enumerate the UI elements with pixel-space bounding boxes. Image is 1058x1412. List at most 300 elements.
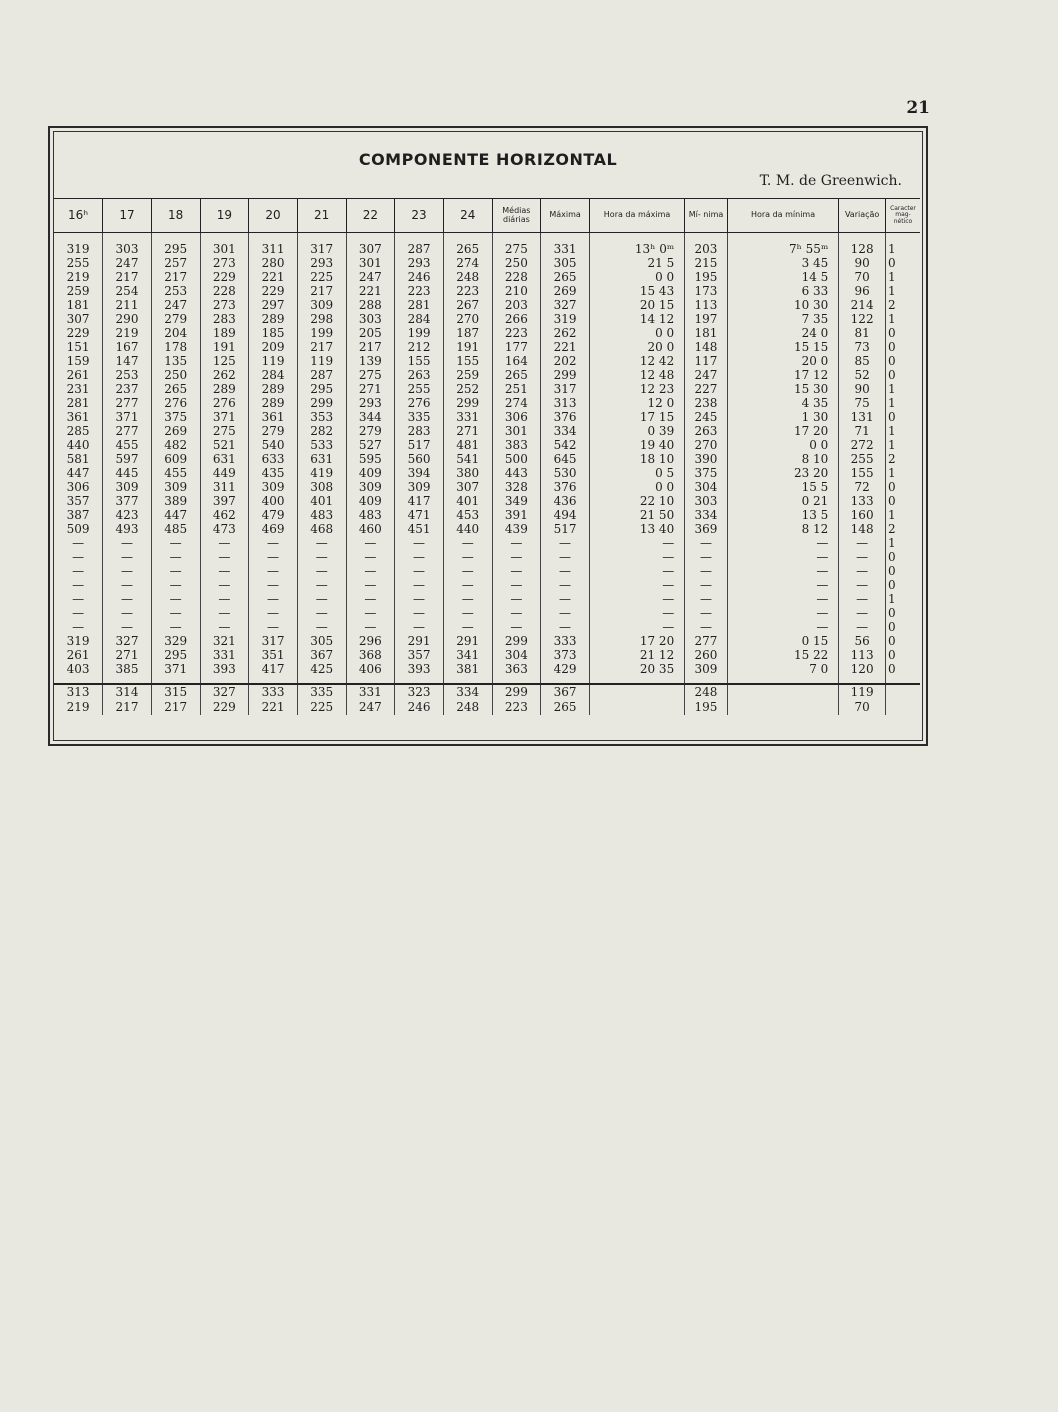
table-cell: 4 35 <box>727 396 839 410</box>
table-cell: — <box>492 536 541 550</box>
table-cell: 279 <box>346 424 395 438</box>
table-cell: 160 <box>839 508 886 522</box>
col-header-maximum: Máxima <box>541 199 590 233</box>
table-cell: 1 <box>885 424 920 438</box>
table-cell: 482 <box>151 438 200 452</box>
table-cell: 394 <box>395 466 444 480</box>
table-cell: 164 <box>492 354 541 368</box>
table-cell: 319 <box>66 634 90 648</box>
table-cell: 327 <box>103 634 152 648</box>
table-cell: 301 <box>200 242 249 256</box>
table-cell: 425 <box>297 662 346 676</box>
table-cell: 211 <box>103 298 152 312</box>
table-cell: 597 <box>103 452 152 466</box>
table-cell: 14 12 <box>589 312 684 326</box>
table-cell: 0 <box>885 606 920 620</box>
table-cell: — <box>492 606 541 620</box>
table-cell: 0 <box>885 410 920 424</box>
table-cell: 483 <box>346 508 395 522</box>
table-cell: 20 15 <box>589 298 684 312</box>
table-cell: 15 15 <box>727 340 839 354</box>
table-cell: — <box>103 550 152 564</box>
table-cell: — <box>72 578 85 592</box>
table-cell: 223 <box>492 326 541 340</box>
table-cell: 440 <box>66 438 90 452</box>
table-cell: 271 <box>103 648 152 662</box>
table-cell: — <box>151 564 200 578</box>
table-cell: 267 <box>443 298 492 312</box>
table-cell: 0 <box>885 648 920 662</box>
table-cell: 390 <box>685 452 728 466</box>
table-cell: 217 <box>103 700 152 715</box>
table-cell: — <box>395 550 444 564</box>
table-cell: 8 10 <box>727 452 839 466</box>
table-cell: — <box>541 564 590 578</box>
table-cell: — <box>151 536 200 550</box>
table-cell: — <box>346 536 395 550</box>
table-cell: 189 <box>200 326 249 340</box>
table-cell: 259 <box>443 368 492 382</box>
table-cell: 279 <box>249 424 298 438</box>
spacer-cell <box>492 233 541 243</box>
table-cell: 7ʰ 55ᵐ <box>727 242 839 256</box>
table-cell: — <box>103 620 152 634</box>
table-cell: 247 <box>346 270 395 284</box>
table-cell: 10 30 <box>727 298 839 312</box>
table-cell: 7 35 <box>727 312 839 326</box>
table-cell: 296 <box>346 634 395 648</box>
table-cell: 284 <box>249 368 298 382</box>
table-cell: 1 <box>885 270 920 284</box>
table-cell: 449 <box>200 466 249 480</box>
table-cell: 117 <box>685 354 728 368</box>
spacer-cell <box>103 233 152 243</box>
table-cell: 247 <box>151 298 200 312</box>
table-cell: 509 <box>66 522 90 536</box>
table-cell: — <box>443 592 492 606</box>
table-cell: — <box>541 592 590 606</box>
table-cell: 275 <box>200 424 249 438</box>
table-cell: 281 <box>395 298 444 312</box>
table-cell: 368 <box>346 648 395 662</box>
table-cell: 323 <box>395 684 444 700</box>
table-cell: — <box>346 550 395 564</box>
table-cell: — <box>72 592 85 606</box>
spacer-cell <box>54 676 103 684</box>
spacer-cell <box>346 676 395 684</box>
table-row <box>54 270 920 284</box>
table-cell: 120 <box>839 662 886 676</box>
table-cell <box>727 700 839 715</box>
table-cell: 203 <box>492 298 541 312</box>
table-cell: 265 <box>492 368 541 382</box>
table-cell: 2 <box>885 452 920 466</box>
table-cell: 262 <box>200 368 249 382</box>
table-cell: 173 <box>685 284 728 298</box>
table-cell: — <box>443 620 492 634</box>
table-row <box>54 494 920 508</box>
table-cell: 0 <box>885 340 920 354</box>
table-row <box>54 424 920 438</box>
table-cell: 289 <box>200 382 249 396</box>
table-cell: 298 <box>297 312 346 326</box>
table-row <box>54 382 920 396</box>
table-cell: 297 <box>249 298 298 312</box>
table-cell: 417 <box>395 494 444 508</box>
table-cell: 0 0 <box>589 326 684 340</box>
table-cell: 248 <box>443 700 492 715</box>
table-cell: 254 <box>103 284 152 298</box>
table-row <box>54 326 920 340</box>
table-cell: 371 <box>103 410 152 424</box>
table-cell: 181 <box>685 326 728 340</box>
table-cell: 248 <box>685 684 728 700</box>
table-cell: 139 <box>346 354 395 368</box>
table-cell: 20 35 <box>589 662 684 676</box>
table-cell: 14 5 <box>727 270 839 284</box>
table-cell: 265 <box>541 270 590 284</box>
spacer-cell <box>541 676 590 684</box>
table-cell: 375 <box>151 410 200 424</box>
table-cell: 335 <box>395 410 444 424</box>
table-cell: 17 20 <box>589 634 684 648</box>
table-cell: 393 <box>200 662 249 676</box>
table-cell: 321 <box>200 634 249 648</box>
table-cell: 81 <box>839 326 886 340</box>
table-cell: 371 <box>151 662 200 676</box>
table-cell: 177 <box>492 340 541 354</box>
table-cell: 23 20 <box>727 466 839 480</box>
table-cell: 517 <box>541 522 590 536</box>
spacer-row <box>54 233 920 243</box>
table-cell: 631 <box>200 452 249 466</box>
table-cell: 248 <box>443 270 492 284</box>
table-cell: 309 <box>395 480 444 494</box>
table-cell: — <box>72 536 85 550</box>
spacer-cell <box>151 676 200 684</box>
table-row <box>54 438 920 452</box>
table-cell: 119 <box>839 684 886 700</box>
table-cell: 281 <box>66 396 90 410</box>
table-cell: 90 <box>839 256 886 270</box>
table-cell: — <box>589 620 684 634</box>
table-cell: — <box>685 550 728 564</box>
table-title: COMPONENTE HORIZONTAL <box>358 150 618 169</box>
table-cell: 17 20 <box>727 424 839 438</box>
table-cell: 473 <box>200 522 249 536</box>
table-cell: — <box>492 620 541 634</box>
table-subtitle: T. M. de Greenwich. <box>759 173 902 189</box>
table-cell: 203 <box>685 242 728 256</box>
spacer-cell <box>589 676 684 684</box>
table-cell: 361 <box>66 410 90 424</box>
table-cell: 393 <box>395 662 444 676</box>
table-cell: 199 <box>297 326 346 340</box>
table-row <box>54 354 920 368</box>
table-cell: 221 <box>541 340 590 354</box>
table-cell: 283 <box>395 424 444 438</box>
table-cell: 283 <box>200 312 249 326</box>
table-cell: — <box>72 550 85 564</box>
table-body <box>54 233 920 716</box>
table-cell: 250 <box>492 256 541 270</box>
table-cell: 403 <box>66 662 90 676</box>
table-cell: 308 <box>297 480 346 494</box>
table-cell: 128 <box>839 242 886 256</box>
table-cell: 85 <box>839 354 886 368</box>
table-cell: 0 21 <box>727 494 839 508</box>
table-cell: 485 <box>151 522 200 536</box>
table-cell: 401 <box>297 494 346 508</box>
table-cell: — <box>346 564 395 578</box>
table-cell: 1 <box>885 438 920 452</box>
table-cell: 72 <box>839 480 886 494</box>
table-cell: 303 <box>685 494 728 508</box>
table-cell: — <box>151 620 200 634</box>
table-cell: 261 <box>66 648 90 662</box>
table-cell: 122 <box>839 312 886 326</box>
table-cell: 131 <box>839 410 886 424</box>
table-cell: — <box>103 536 152 550</box>
table-cell: 12 48 <box>589 368 684 382</box>
col-header: 20 <box>249 199 298 233</box>
table-cell: — <box>346 620 395 634</box>
table-cell: 401 <box>443 494 492 508</box>
table-cell: 1 <box>885 466 920 480</box>
table-cell: 334 <box>685 508 728 522</box>
col-header: 24 <box>443 199 492 233</box>
table-cell: 255 <box>395 382 444 396</box>
table-cell: — <box>443 550 492 564</box>
spacer-cell <box>200 676 249 684</box>
table-cell: 282 <box>297 424 346 438</box>
table-cell: — <box>839 592 886 606</box>
table-cell: 279 <box>151 312 200 326</box>
table-cell: — <box>103 606 152 620</box>
table-cell: 70 <box>839 700 886 715</box>
table-cell: 0 <box>885 354 920 368</box>
table-cell: 274 <box>492 396 541 410</box>
table-cell: 521 <box>200 438 249 452</box>
table-cell: 299 <box>297 396 346 410</box>
table-cell: 371 <box>200 410 249 424</box>
table-cell: — <box>249 578 298 592</box>
table-cell: 1 <box>885 508 920 522</box>
table-cell: 373 <box>541 648 590 662</box>
table-cell: 2 <box>885 298 920 312</box>
table-cell: 293 <box>346 396 395 410</box>
table-cell: 349 <box>492 494 541 508</box>
table-cell: 331 <box>443 410 492 424</box>
table-cell: 277 <box>685 634 728 648</box>
table-cell: 245 <box>685 410 728 424</box>
table-cell: 0 <box>885 634 920 648</box>
table-cell: 217 <box>151 270 200 284</box>
table-cell: 429 <box>541 662 590 676</box>
table-cell: 391 <box>492 508 541 522</box>
table-cell: 439 <box>492 522 541 536</box>
col-header: 23 <box>395 199 444 233</box>
table-cell: 0 5 <box>589 466 684 480</box>
table-cell: 419 <box>297 466 346 480</box>
table-cell: 223 <box>395 284 444 298</box>
table-cell: 436 <box>541 494 590 508</box>
table-cell: 469 <box>249 522 298 536</box>
table-cell: — <box>297 578 346 592</box>
table-cell: — <box>395 606 444 620</box>
table-cell: 0 <box>885 326 920 340</box>
table-cell: — <box>249 606 298 620</box>
table-cell: 229 <box>66 326 90 340</box>
table-cell: 295 <box>297 382 346 396</box>
table-cell: 385 <box>103 662 152 676</box>
table-cell: 440 <box>443 522 492 536</box>
table-cell: — <box>346 578 395 592</box>
table-cell: — <box>249 564 298 578</box>
table-cell: 265 <box>151 382 200 396</box>
table-cell: 468 <box>297 522 346 536</box>
table-row <box>54 466 920 480</box>
table-cell: 8 12 <box>727 522 839 536</box>
col-header: 17 <box>103 199 152 233</box>
spacer-cell <box>727 233 839 243</box>
table-cell: 246 <box>395 700 444 715</box>
table-cell: 0 15 <box>727 634 839 648</box>
table-cell: 284 <box>395 312 444 326</box>
table-cell: — <box>249 536 298 550</box>
table-cell: — <box>685 536 728 550</box>
table-cell: 17 15 <box>589 410 684 424</box>
table-cell: 155 <box>443 354 492 368</box>
table-cell: 435 <box>249 466 298 480</box>
table-cell: 90 <box>839 382 886 396</box>
header-row <box>54 199 920 233</box>
table-cell: — <box>492 550 541 564</box>
table-cell: 331 <box>200 648 249 662</box>
table-cell: — <box>346 606 395 620</box>
table-cell: 313 <box>54 684 103 700</box>
table-cell: 223 <box>492 700 541 715</box>
table-cell: 357 <box>395 648 444 662</box>
table-cell: — <box>72 606 85 620</box>
table-cell: 479 <box>249 508 298 522</box>
table-cell: 252 <box>443 382 492 396</box>
spacer-cell <box>589 233 684 243</box>
table-cell: 333 <box>249 684 298 700</box>
table-cell: 191 <box>443 340 492 354</box>
table-cell: 0 <box>885 620 920 634</box>
table-cell: 309 <box>151 480 200 494</box>
table-cell: 287 <box>395 242 444 256</box>
spacer-cell <box>249 233 298 243</box>
spacer-cell <box>200 233 249 243</box>
spacer-cell <box>297 233 346 243</box>
table-cell: 270 <box>443 312 492 326</box>
table-cell: 185 <box>249 326 298 340</box>
table-cell: — <box>297 550 346 564</box>
table-cell: 406 <box>346 662 395 676</box>
table-cell: 12 23 <box>589 382 684 396</box>
col-header: 22 <box>346 199 395 233</box>
table-cell: 272 <box>839 438 886 452</box>
table-cell: 214 <box>839 298 886 312</box>
table-cell: 1 <box>885 592 920 606</box>
table-cell: 367 <box>541 684 590 700</box>
table-cell: 344 <box>346 410 395 424</box>
table-cell: 217 <box>297 340 346 354</box>
table-cell: 0 <box>885 662 920 676</box>
table-cell: 483 <box>297 508 346 522</box>
table-cell: 15 30 <box>727 382 839 396</box>
table-cell: 212 <box>395 340 444 354</box>
table-cell: — <box>297 564 346 578</box>
table-cell: 238 <box>685 396 728 410</box>
col-header: 19 <box>200 199 249 233</box>
table-cell: 225 <box>297 270 346 284</box>
table-cell: 527 <box>346 438 395 452</box>
table-row <box>54 522 920 536</box>
table-cell: 275 <box>346 368 395 382</box>
table-cell: — <box>727 564 839 578</box>
table-cell: 260 <box>685 648 728 662</box>
table-cell: 113 <box>839 648 886 662</box>
table-cell: 18 10 <box>589 452 684 466</box>
col-header-variation: Variação <box>839 199 886 233</box>
table-cell: 21 12 <box>589 648 684 662</box>
table-cell: 24 0 <box>727 326 839 340</box>
table-cell <box>885 700 920 715</box>
table-cell: — <box>395 536 444 550</box>
spacer-cell <box>346 233 395 243</box>
table-cell: 3 45 <box>727 256 839 270</box>
table-cell: 462 <box>200 508 249 522</box>
table-cell: 15 5 <box>727 480 839 494</box>
table-cell: 277 <box>103 396 152 410</box>
table-cell: — <box>839 606 886 620</box>
table-cell: 303 <box>346 312 395 326</box>
table-cell: — <box>297 606 346 620</box>
data-table-frame <box>48 126 928 746</box>
table-cell: 147 <box>103 354 152 368</box>
table-cell: 533 <box>297 438 346 452</box>
table-cell: 313 <box>541 396 590 410</box>
spacer-cell <box>492 676 541 684</box>
spacer-cell <box>297 676 346 684</box>
table-cell: 237 <box>103 382 152 396</box>
table-cell: 381 <box>443 662 492 676</box>
table-cell: 307 <box>346 242 395 256</box>
table-cell: 148 <box>839 522 886 536</box>
col-header: 21 <box>297 199 346 233</box>
table-cell: 289 <box>249 396 298 410</box>
table-cell: 1 <box>885 382 920 396</box>
table-cell: 287 <box>297 368 346 382</box>
table-cell: 299 <box>443 396 492 410</box>
table-cell: — <box>200 606 249 620</box>
table-cell: 357 <box>66 494 90 508</box>
table-cell: 423 <box>103 508 152 522</box>
spacer-cell <box>839 676 886 684</box>
table-cell: 361 <box>249 410 298 424</box>
table-cell: — <box>395 592 444 606</box>
table-cell: 22 10 <box>589 494 684 508</box>
col-header: 16ʰ <box>54 199 103 233</box>
table-cell: 305 <box>297 634 346 648</box>
table-cell: 277 <box>103 424 152 438</box>
table-cell: 155 <box>395 354 444 368</box>
table-cell: — <box>103 564 152 578</box>
table-cell: 595 <box>346 452 395 466</box>
